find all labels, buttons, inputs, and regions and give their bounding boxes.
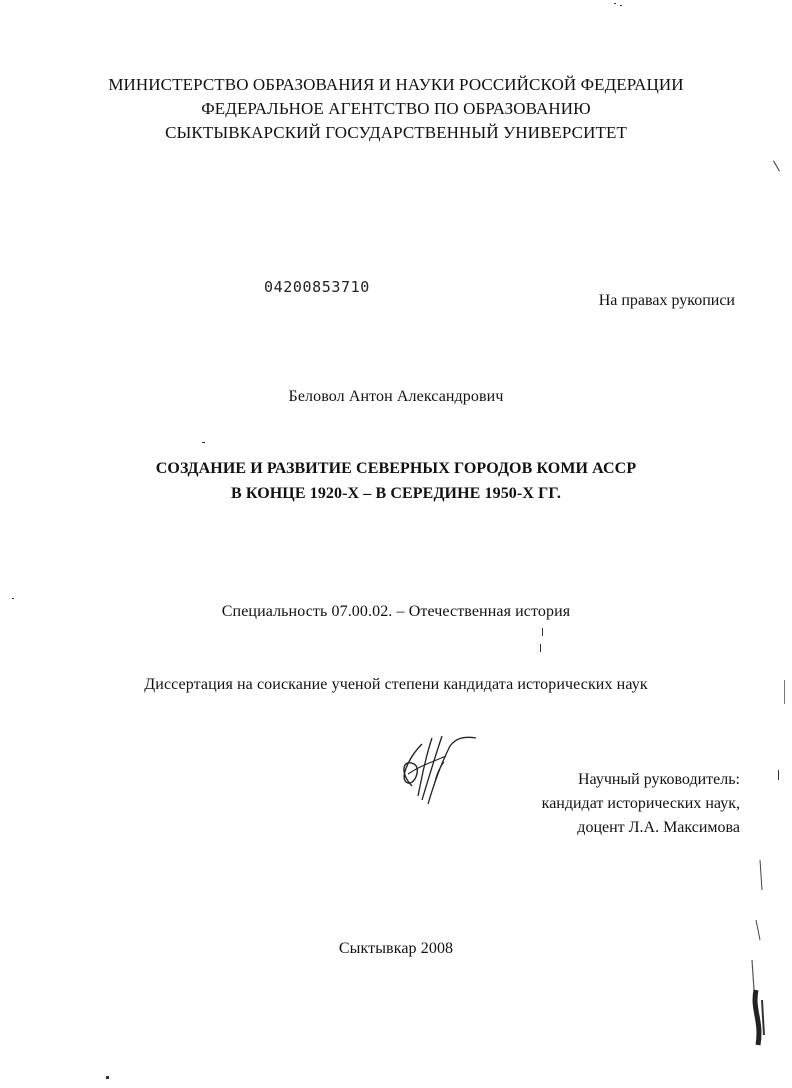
scan-speck xyxy=(106,1076,109,1079)
rights-note: На правах рукописи xyxy=(598,292,735,309)
author-name: Беловол Антон Александрович xyxy=(288,388,504,405)
place-and-year: Сыктывкар 2008 xyxy=(338,940,454,957)
scan-edge-artifacts xyxy=(738,850,778,1050)
handwritten-signature xyxy=(392,726,482,816)
scan-speck xyxy=(778,770,779,780)
supervisor-name: доцент Л.А. Максимова xyxy=(577,819,740,836)
scan-speck xyxy=(12,598,14,599)
catalog-number: 04200853710 xyxy=(264,278,370,296)
dissertation-type: Диссертация на соискание ученой степени кандидата исторических наук xyxy=(144,676,648,693)
scan-speck xyxy=(540,644,541,652)
scan-speck xyxy=(620,5,622,6)
university-line: СЫКТЫВКАРСКИЙ ГОСУДАРСТВЕННЫЙ УНИВЕРСИТЕТ xyxy=(165,123,627,142)
scan-speck xyxy=(773,161,780,172)
scan-speck xyxy=(614,3,616,4)
title-line-1: СОЗДАНИЕ И РАЗВИТИЕ СЕВЕРНЫХ ГОРОДОВ КОМИ АССР xyxy=(155,460,637,477)
specialty: Специальность 07.00.02. – Отечественная история xyxy=(221,603,571,620)
agency-line: ФЕДЕРАЛЬНОЕ АГЕНТСТВО ПО ОБРАЗОВАНИЮ xyxy=(201,99,591,118)
scan-speck xyxy=(542,628,543,636)
title-line-2: В КОНЦЕ 1920-Х – В СЕРЕДИНЕ 1950-Х ГГ. xyxy=(231,485,561,502)
supervisor-degree: кандидат исторических наук, xyxy=(541,795,740,812)
ministry-line: МИНИСТЕРСТВО ОБРАЗОВАНИЯ И НАУКИ РОССИЙСКОЙ ФЕДЕРАЦИИ xyxy=(108,75,684,94)
scan-speck xyxy=(202,442,205,443)
scan-speck xyxy=(784,680,785,704)
supervisor-role: Научный руководитель: xyxy=(577,771,740,788)
